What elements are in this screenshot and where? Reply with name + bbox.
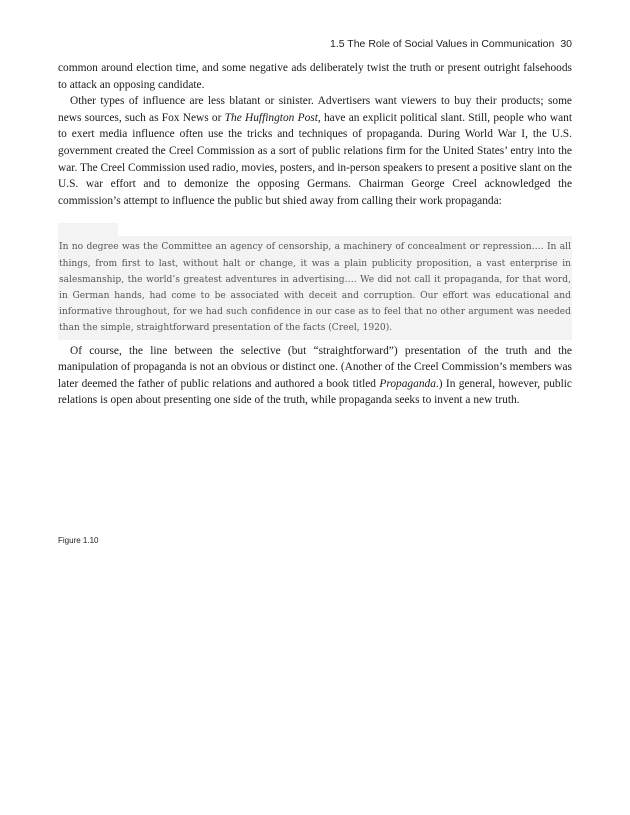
paragraph-conclusion-text-b: .) In general, however, public relations is open about presenting one side of the truth, while propaganda seeks to invent a new truth.: [58, 377, 572, 407]
page-number: 30: [560, 38, 572, 50]
book-title: Propaganda: [379, 377, 436, 390]
block-quote: In no degree was the Committee an agency of censorship, a machinery of concealment or repression…. In all things, from first to last, without halt or change, it was a plain publicity proposition, a vast enterprise in salesmanship, the world’s greatest adventures in advertising…. We did not call it propaganda, for that word, in German hands, had come to be associated with deceit and corruption. Our effort was educational and informative throughout, for we had such confidence in our case as to feel that no other argument was needed than the simple, straightforward presentation of the facts (Creel, 1920).: [58, 236, 572, 339]
figure-caption: Figure 1.10: [58, 536, 99, 545]
running-header: [330, 38, 572, 50]
paragraph-influence: [58, 93, 572, 209]
paragraph-influence-text-a: Other types of influence are less blatant or sinister. Advertisers want viewers to buy their products; some news sources, such as Fox News or: [58, 95, 572, 124]
block-quote-container: [58, 223, 572, 339]
paragraph-continuation: common around election time, and some negative ads deliberately twist the truth or present outright falsehoods to attack an opposing candidate.: [58, 62, 572, 91]
section-title: 1.5 The Role of Social Values in Communication: [329, 38, 555, 50]
publication-title: The Huffington Post: [224, 111, 318, 124]
paragraph-conclusion-text-a: Of course, the line between the selective (but “straightforward”) presentation of the truth and the manipulation of propaganda is not an obvious or distinct one. (Another of the Creel Commission’s members was later deemed the father of public relations and authored a book titled: [58, 344, 572, 390]
main-content: [58, 60, 572, 409]
paragraph-influence-text-b: , have an explicit political slant. Still, people who want to exert media influence often use the tricks and techniques of propaganda. During World War I, the U.S. government created the Creel Commission as a sort of public relations firm for the United States’ entry into the war. The Creel Commission used radio, movies, posters, and in-person speakers to present a positive slant on the U.S. war effort and to demonize the opposing Germans. Chairman George Creel acknowledged the commission’s attempt to influence the public but shied away from calling their work propaganda:: [58, 111, 572, 207]
block-quote-tab: [58, 223, 118, 236]
paragraph-conclusion: [58, 343, 572, 409]
